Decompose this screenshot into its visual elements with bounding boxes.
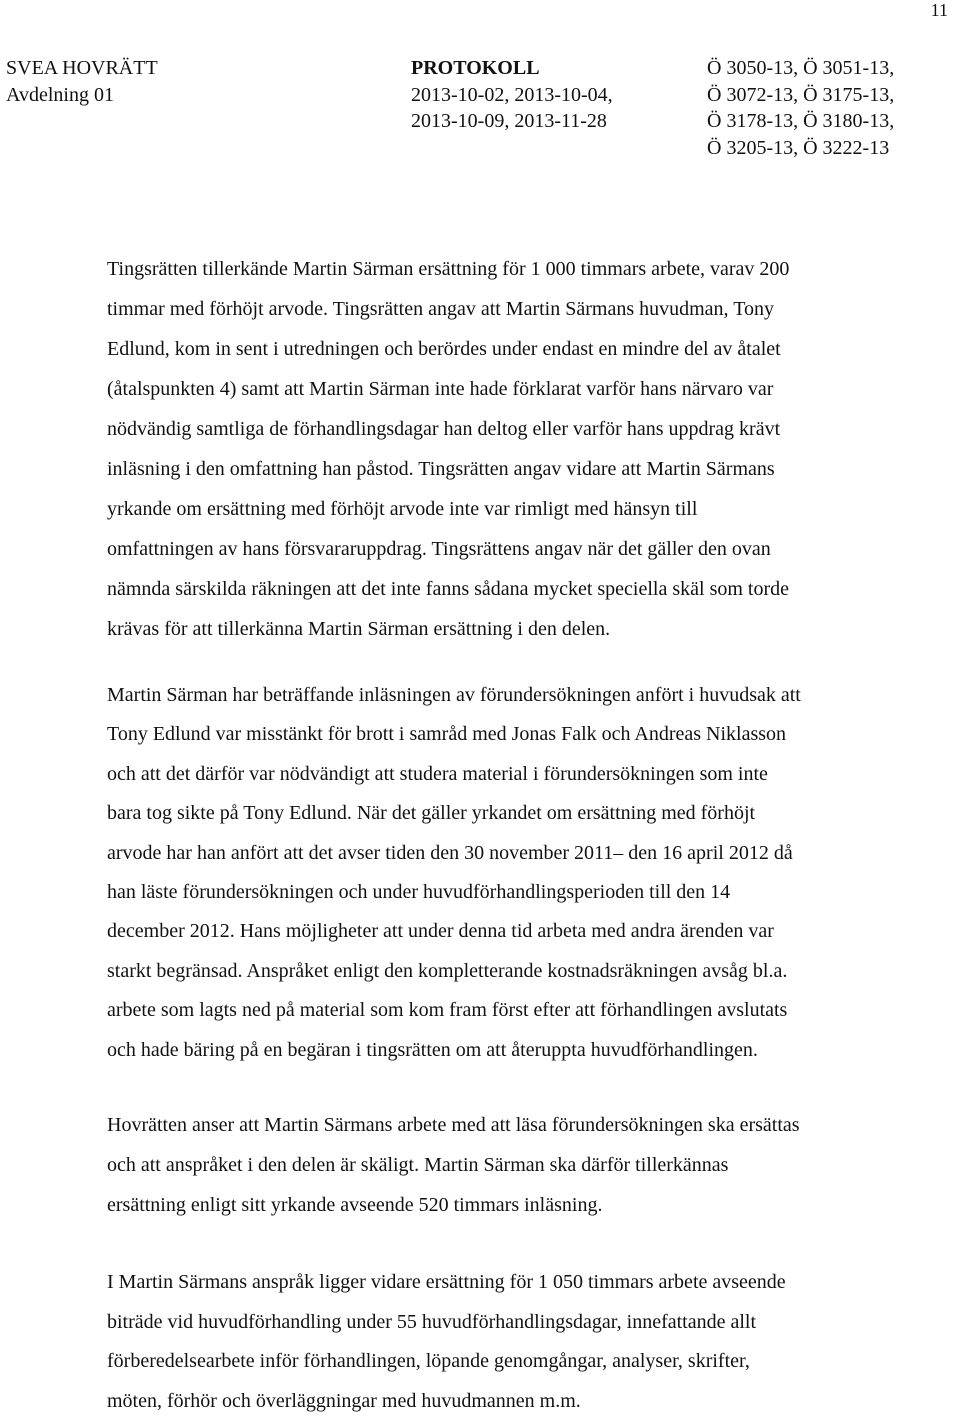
division-name: Avdelning 01: [6, 83, 114, 106]
paragraph-text: I Martin Särmans anspråk ligger vidare ersättning för 1 050 timmars arbete avseende biträde vid huvudförhandling under 55 huvudförhandlingsdagar, innefattande allt förberedelsearbete inför förhandlingen, löpande genomgångar, analyser, skrifter, möten, förhör och överläggningar med huvudmannen m.m.: [107, 1271, 786, 1412]
body-paragraph-counsel-claims: [107, 676, 907, 1070]
page-number: 11: [930, 0, 948, 20]
header-court-block: [6, 55, 158, 108]
case-numbers-line-3: Ö 3178-13, Ö 3180-13,: [707, 110, 895, 132]
case-numbers-line-1: Ö 3050-13, Ö 3051-13,: [707, 57, 895, 79]
body-paragraph-court-of-appeal-assessment: [107, 1105, 907, 1225]
court-name: SVEA HOVRÄTT: [6, 57, 158, 79]
case-numbers-line-4: Ö 3205-13, Ö 3222-13: [707, 136, 890, 159]
header-case-numbers-block: [707, 55, 894, 161]
body-paragraph-district-court: [107, 249, 907, 649]
body-paragraph-further-claims: [107, 1263, 907, 1421]
paragraph-text: Hovrätten anser att Martin Särmans arbete med att läsa förundersökningen ska ersättas och att anspråket i den delen är skäligt. Martin Särman ska därför tillerkännas ersättning enligt sitt yrkande avseende 520 timmars inläsning.: [107, 1114, 800, 1216]
protocol-dates-line-2: 2013-10-09, 2013-11-28: [411, 110, 607, 132]
protocol-dates-line-1: 2013-10-02, 2013-10-04,: [411, 83, 613, 106]
paragraph-text: Tingsrätten tillerkände Martin Särman ersättning för 1 000 timmars arbete, varav 200 timmar med förhöjt arvode. Tingsrätten angav att Martin Särmans huvudman, Tony Edlund, kom in sent i utredningen och berördes under endast en mindre del av åtalet (åtalspunkten 4) samt att Martin Särman inte hade förklarat varför hans närvaro var nödvändig samtliga de förhandlingsdagar han deltog eller varför hans uppdrag krävt inläsning i den omfattning han påstod. Tingsrätten angav vidare att Martin Särmans yrkande om ersättning med förhöjt arvode inte var rimligt med hänsyn till omfattningen av hans försvararuppdrag. Tingsrättens angav när det gäller den ovan nämnda särskilda räkningen att det inte fanns sådana mycket speciella skäl som torde krävas för att tillerkänna Martin Särman ersättning i den delen.: [107, 258, 790, 640]
paragraph-text: Martin Särman har beträffande inläsningen av förundersökningen anfört i huvudsak att Tony Edlund var misstänkt för brott i samråd med Jonas Falk och Andreas Niklasson och att det därför var nödvändigt att studera material i förundersökningen som inte bara tog sikte på Tony Edlund. När det gäller yrkandet om ersättning med förhöjt arvode har han anfört att det avser tiden den 30 november 2011– den 16 april 2012 då han läste förundersökningen och under huvudförhandlingsperioden till den 14 december 2012. Hans möjligheter att under denna tid arbeta med andra ärenden var starkt begränsad. Anspråket enligt den kompletterande kostnadsräkningen avsåg bl.a. arbete som lagts ned på material som kom fram först efter att förhandlingen avslutats och hade bäring på en begäran i tingsrätten om att återuppta huvudförhandlingen.: [107, 684, 801, 1061]
case-numbers-line-2: Ö 3072-13, Ö 3175-13,: [707, 83, 895, 106]
document-type: PROTOKOLL: [411, 57, 540, 79]
header-protocol-block: [411, 55, 613, 135]
